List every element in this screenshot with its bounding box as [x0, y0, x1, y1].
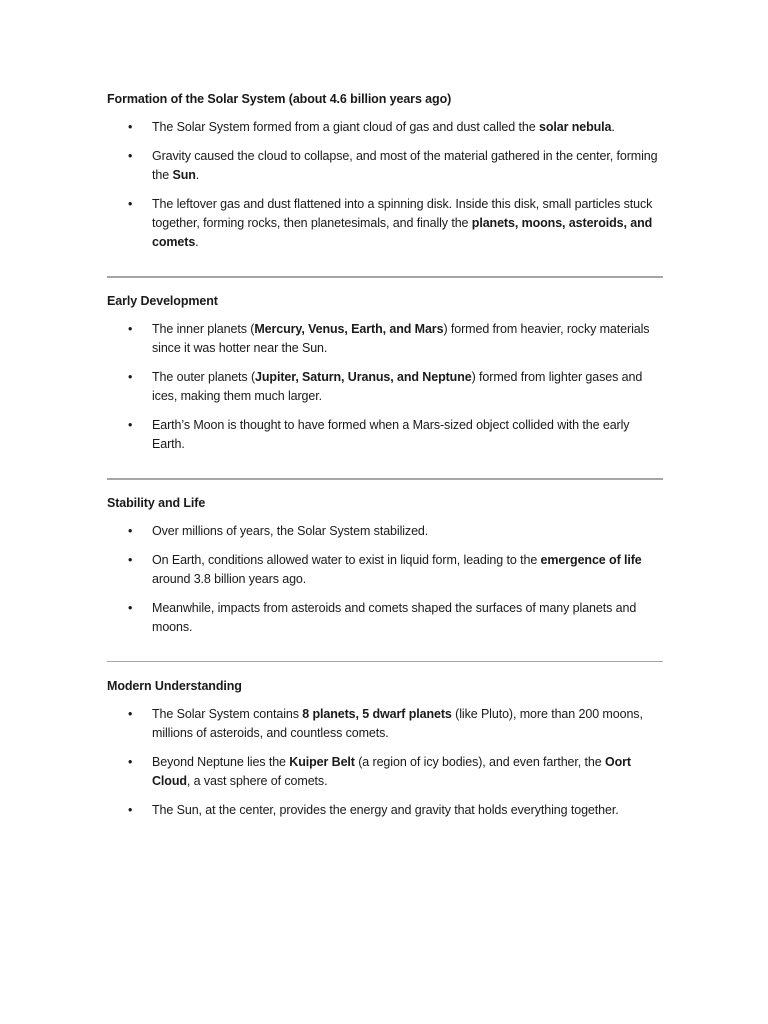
text-run: The inner planets (	[152, 322, 255, 336]
bullet-list	[107, 118, 663, 252]
bullet-icon: •	[128, 197, 133, 211]
list-item	[107, 118, 663, 137]
text-run: The Sun, at the center, provides the energy and gravity that holds everything together.	[152, 803, 619, 817]
section-modern-understanding	[107, 677, 663, 830]
bold-run: 8 planets, 5 dwarf planets	[302, 707, 452, 721]
text-run: The Solar System formed from a giant cloud of gas and dust called the	[152, 120, 539, 134]
bold-run: solar nebula	[538, 120, 612, 134]
list-item	[107, 705, 663, 743]
bullet-list	[107, 522, 663, 637]
list-item-text	[152, 755, 631, 788]
text-run: The Solar System contains	[152, 707, 303, 721]
text-run: , a vast sphere of comets.	[186, 774, 328, 788]
bullet-icon: •	[128, 370, 133, 384]
section-divider	[107, 661, 663, 662]
list-item	[107, 801, 663, 820]
bullet-icon: •	[128, 418, 133, 432]
text-run: around 3.8 billion years ago.	[152, 572, 307, 586]
text-run: On Earth, conditions allowed water to exist in liquid form, leading to the	[152, 553, 541, 567]
bullet-icon: •	[128, 553, 133, 567]
list-item	[107, 195, 663, 252]
list-item-text	[152, 803, 619, 817]
bullet-icon: •	[128, 149, 133, 163]
text-run: Earth’s Moon is thought to have formed when a Mars-sized object collided with the early Earth.	[152, 418, 630, 451]
text-run: .	[611, 120, 615, 134]
list-item-text	[152, 197, 652, 249]
list-item-text	[152, 601, 636, 634]
text-run: Meanwhile, impacts from asteroids and comets shaped the surfaces of many planets and moons.	[152, 601, 637, 634]
text-run: The outer planets (	[152, 370, 256, 384]
bold-run: planets, moons, asteroids, and comets	[152, 216, 653, 249]
bullet-icon: •	[128, 707, 133, 721]
section-heading: Early Development	[107, 294, 218, 308]
list-item	[107, 416, 663, 454]
section-early-development	[107, 292, 663, 464]
list-item-text	[152, 524, 428, 538]
list-item-text	[152, 553, 642, 586]
text-run: .	[195, 235, 199, 249]
list-item	[107, 551, 663, 589]
bullet-icon: •	[128, 755, 133, 769]
bullet-list	[107, 705, 663, 820]
text-run: .	[195, 168, 200, 182]
bullet-icon: •	[128, 322, 133, 336]
section-heading: Formation of the Solar System (about 4.6 billion years ago)	[107, 92, 452, 106]
list-item-text	[152, 370, 642, 403]
text-run: The leftover gas and dust flattened into a spinning disk. Inside this disk, small particles stuck together, forming rocks, then planetesimals, and finally the	[152, 197, 653, 230]
bullet-icon: •	[128, 803, 133, 817]
list-item-text	[152, 418, 629, 451]
section-formation	[107, 90, 663, 262]
bullet-icon: •	[128, 120, 133, 134]
bullet-icon: •	[128, 524, 133, 538]
bold-run: Jupiter, Saturn, Uranus, and Neptune	[255, 370, 472, 384]
list-item-text	[152, 120, 615, 134]
list-item-text	[152, 149, 657, 182]
bold-run: Kuiper Belt	[289, 755, 355, 769]
list-item	[107, 599, 663, 637]
text-run: Gravity caused the cloud to collapse, and most of the material gathered in the center, forming the	[152, 149, 658, 182]
list-item	[107, 320, 663, 358]
list-item	[107, 522, 663, 541]
bullet-icon: •	[128, 601, 133, 615]
list-item	[107, 753, 663, 791]
text-run: Beyond Neptune lies the	[152, 755, 290, 769]
bold-run: Oort Cloud	[152, 755, 631, 788]
text-run: (like Pluto), more than 200 moons, millions of asteroids, and countless comets.	[152, 707, 643, 740]
bold-run: Mercury, Venus, Earth, and Mars	[254, 322, 444, 336]
section-stability-life	[107, 494, 663, 647]
section-divider	[107, 276, 663, 278]
list-item-text	[152, 322, 649, 355]
bullet-list	[107, 320, 663, 454]
section-divider	[107, 478, 663, 480]
text-run: (a region of icy bodies), and even farther, the	[354, 755, 605, 769]
section-heading: Modern Understanding	[107, 679, 242, 693]
bold-run: emergence of life	[540, 553, 642, 567]
text-run: ) formed from lighter gases and ices, making them much larger.	[152, 370, 643, 403]
text-run: Over millions of years, the Solar System stabilized.	[152, 524, 429, 538]
list-item-text	[152, 707, 643, 740]
section-heading: Stability and Life	[107, 496, 206, 510]
bold-run: Sun	[172, 168, 196, 182]
list-item	[107, 368, 663, 406]
list-item	[107, 147, 663, 185]
text-run: ) formed from heavier, rocky materials since it was hotter near the Sun.	[152, 322, 650, 355]
